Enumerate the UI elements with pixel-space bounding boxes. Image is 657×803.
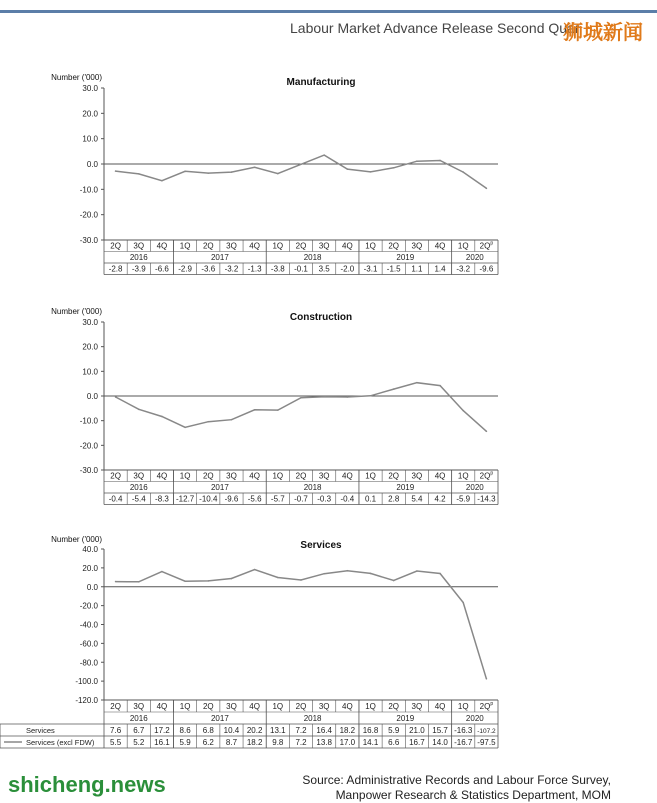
x-tick-label: 3Q (226, 471, 237, 481)
x-tick-label: 2Q (202, 241, 214, 251)
data-point (184, 580, 186, 582)
data-label: 16.7 (409, 738, 425, 747)
x-tick-label: 3Q (133, 702, 145, 711)
data-point (347, 570, 349, 572)
x-tick-label: 3Q (318, 471, 330, 481)
year-label: 2016 (129, 483, 148, 492)
x-tick-label: 4Q (434, 241, 446, 251)
data-point (115, 396, 117, 398)
year-label: 2017 (210, 253, 229, 262)
x-tick-label: 3Q (318, 241, 330, 251)
data-label: 6.6 (388, 738, 400, 747)
data-point (207, 580, 209, 582)
data-point (347, 396, 349, 398)
legend-label: Services (excl FDW) (26, 738, 95, 747)
data-label: 14.0 (432, 738, 448, 747)
data-point (254, 409, 256, 411)
data-point (416, 570, 418, 572)
data-point (323, 573, 325, 575)
data-label: 16.8 (362, 726, 379, 735)
data-label: -3.6 (201, 264, 216, 274)
x-tick-label: 1Q (457, 241, 469, 251)
data-label: 8.7 (225, 738, 238, 747)
data-label: -5.7 (270, 494, 285, 504)
x-tick-label: 1Q (365, 702, 376, 711)
x-tick-label: 4Q (156, 702, 168, 711)
data-point (439, 160, 441, 162)
data-label: -107.2 (477, 728, 496, 735)
data-label: -16.3 (454, 726, 473, 735)
data-label: -0.4 (340, 494, 355, 504)
x-tick-label: 4Q (434, 471, 446, 481)
data-label: 3.5 (318, 264, 330, 274)
y-tick-label: 10.0 (82, 367, 98, 377)
chart-title: Construction (289, 312, 353, 323)
x-tick-label: 3Q (133, 241, 145, 251)
x-tick-label: 2Q (388, 241, 400, 251)
data-point (439, 385, 441, 387)
year-label: 2018 (303, 253, 322, 262)
data-label: -0.7 (294, 494, 308, 504)
x-tick-label: 4Q (342, 241, 353, 251)
x-tick-label: 2Q (110, 471, 121, 481)
y-tick-label: 30.0 (82, 84, 98, 93)
data-label: 1.4 (434, 264, 446, 274)
y-tick-label: 0.0 (86, 582, 98, 592)
source-line-1: Source: Administrative Records and Labour Force Survey, (302, 773, 611, 787)
year-label: 2016 (129, 253, 148, 262)
data-point (184, 171, 186, 173)
data-point (393, 167, 395, 169)
y-tick-label: -10.0 (79, 185, 98, 195)
data-label: -10.4 (199, 494, 218, 504)
chart-title: Services (300, 540, 342, 551)
data-label: 18.2 (246, 738, 263, 747)
y-tick-label: -100.0 (75, 677, 98, 687)
data-label: -1.5 (386, 264, 401, 274)
data-label: 16.1 (154, 738, 170, 747)
data-point (277, 173, 279, 175)
data-label: 6.7 (133, 726, 145, 735)
chart-manufacturing (51, 73, 498, 275)
x-tick-label: 3Q (411, 471, 423, 481)
x-tick-label: 4Q (249, 702, 260, 711)
data-point (161, 416, 163, 418)
y-tick-label: -80.0 (79, 658, 98, 668)
y-tick-label: 20.0 (82, 563, 98, 573)
x-tick-label: $2Q^p$ (479, 240, 494, 251)
data-point (254, 166, 256, 168)
data-label: 6.8 (202, 726, 214, 735)
data-point (462, 602, 464, 604)
x-tick-label: 3Q (318, 702, 330, 711)
year-label: 2017 (210, 714, 229, 723)
data-label: 20.2 (246, 726, 263, 735)
source-line-2: Manpower Research & Statistics Department, MOM (335, 788, 611, 802)
data-point (393, 580, 395, 582)
data-point (161, 180, 163, 182)
y-tick-label: 10.0 (82, 134, 98, 144)
data-point (231, 419, 233, 421)
data-point (161, 571, 163, 573)
data-point (277, 577, 279, 579)
y-tick-label: -30.0 (79, 236, 98, 245)
data-label: 14.1 (362, 738, 379, 747)
data-label: -9.6 (479, 264, 494, 274)
x-tick-label: 4Q (249, 471, 260, 481)
data-label: 21.0 (409, 726, 425, 735)
data-label: -9.6 (224, 494, 239, 504)
data-label: -14.3 (477, 494, 496, 504)
y-tick-label: 0.0 (86, 392, 98, 401)
y-tick-label: -30.0 (79, 466, 98, 475)
x-tick-label: $2Q^p$ (479, 470, 494, 481)
chart-title: Manufacturing (286, 77, 356, 88)
data-label: 5.9 (179, 738, 191, 747)
data-label: 13.1 (270, 726, 286, 735)
data-point (393, 388, 395, 390)
watermark-top: 狮城新闻 (563, 22, 643, 44)
series-line (116, 155, 487, 188)
year-label: 2019 (396, 714, 415, 723)
data-label: 7.2 (295, 738, 307, 747)
year-label: 2019 (396, 253, 415, 262)
x-tick-label: 1Q (272, 702, 284, 711)
x-tick-label: 1Q (272, 241, 284, 251)
y-tick-label: -20.0 (79, 601, 98, 611)
data-label: -2.9 (178, 264, 193, 274)
x-tick-label: 3Q (226, 702, 237, 711)
x-tick-label: 1Q (179, 241, 191, 251)
data-label: 13.8 (316, 738, 332, 747)
x-tick-label: 1Q (365, 471, 376, 481)
x-tick-label: 2Q (295, 702, 307, 711)
data-label: 2.8 (388, 494, 400, 504)
year-label: 2020 (465, 714, 484, 723)
data-point (138, 409, 140, 411)
y-tick-label: 30.0 (82, 318, 98, 327)
y-tick-label: -60.0 (79, 639, 98, 649)
data-label: 17.0 (339, 738, 356, 747)
y-axis-label: Number ('000) (51, 307, 102, 316)
x-tick-label: 4Q (434, 702, 446, 711)
data-label: 10.4 (223, 726, 240, 735)
y-tick-label: 20.0 (82, 109, 98, 119)
series-line (116, 383, 487, 432)
y-tick-label: -20.0 (79, 210, 98, 220)
data-label: -12.7 (176, 494, 195, 504)
data-point (370, 395, 372, 397)
y-axis-label: Number ('000) (51, 73, 102, 82)
x-tick-label: 3Q (411, 241, 423, 251)
watermark-bottom: shicheng.news (8, 772, 166, 797)
data-point (486, 430, 488, 432)
x-tick-label: 2Q (388, 471, 400, 481)
data-point (347, 168, 349, 170)
y-tick-label: 0.0 (86, 160, 98, 169)
data-point (207, 172, 209, 174)
x-tick-label: 1Q (179, 702, 191, 711)
data-label: 5.9 (388, 726, 400, 735)
x-tick-label: 1Q (179, 471, 191, 481)
data-label: -5.4 (131, 494, 146, 504)
x-tick-label: 4Q (342, 471, 353, 481)
x-tick-label: 2Q (388, 702, 400, 711)
y-axis-label: Number ('000) (51, 535, 102, 544)
year-label: 2018 (303, 714, 322, 723)
year-label: 2020 (465, 483, 484, 492)
data-label: -5.9 (456, 494, 471, 504)
x-tick-label: 2Q (295, 471, 307, 481)
data-point (370, 573, 372, 575)
x-tick-label: 2Q (110, 241, 121, 251)
data-point (323, 154, 325, 156)
x-tick-label: 1Q (365, 241, 376, 251)
source-note (302, 773, 611, 803)
data-point (486, 188, 488, 190)
x-tick-label: 2Q (295, 241, 307, 251)
data-point (254, 569, 256, 571)
x-tick-label: 1Q (272, 471, 284, 481)
data-point (300, 397, 302, 399)
x-tick-label: 4Q (342, 702, 353, 711)
data-label: -0.1 (294, 264, 308, 274)
data-label: -0.4 (108, 494, 123, 504)
year-label: 2019 (396, 483, 415, 492)
data-point (439, 573, 441, 575)
data-label: -3.9 (131, 264, 146, 274)
chart-construction (51, 307, 498, 505)
year-label: 2020 (465, 253, 484, 262)
data-label: 0.1 (364, 494, 377, 504)
data-label: -2.8 (108, 264, 123, 274)
year-label: 2017 (210, 483, 229, 492)
data-label: 4.2 (434, 494, 446, 504)
data-label: 1.1 (411, 264, 423, 274)
data-label: 15.7 (432, 726, 448, 735)
data-label: -2.0 (340, 264, 355, 274)
y-tick-label: 40.0 (82, 545, 98, 554)
data-label: -1.3 (247, 264, 262, 274)
data-point (138, 173, 140, 175)
data-label: -16.7 (454, 738, 473, 747)
data-label: -8.3 (155, 494, 169, 504)
data-label: 7.6 (110, 726, 122, 735)
x-tick-label: 2Q (202, 471, 214, 481)
data-point (277, 409, 279, 411)
data-label: 5.5 (110, 738, 122, 747)
data-point (486, 678, 488, 680)
y-tick-label: 20.0 (82, 342, 98, 352)
data-label: 5.4 (411, 494, 423, 504)
data-point (416, 160, 418, 162)
data-point (231, 171, 233, 173)
data-label: 9.8 (272, 738, 284, 747)
data-label: 6.2 (202, 738, 214, 747)
y-tick-label: -10.0 (79, 416, 98, 426)
data-label: -0.3 (317, 494, 332, 504)
data-point (231, 578, 233, 580)
year-label: 2018 (303, 483, 322, 492)
data-point (138, 581, 140, 583)
year-label: 2016 (129, 714, 148, 723)
x-tick-label: 2Q (110, 702, 121, 711)
legend-label: Services (26, 726, 55, 735)
y-tick-label: -20.0 (79, 441, 98, 451)
x-tick-label: 4Q (249, 241, 260, 251)
x-tick-label: 1Q (457, 471, 469, 481)
data-point (416, 382, 418, 384)
data-label: 16.4 (316, 726, 332, 735)
data-label: -3.1 (363, 264, 378, 274)
data-point (370, 171, 372, 173)
data-point (115, 170, 117, 172)
x-tick-label: 4Q (156, 471, 168, 481)
data-label: 18.2 (339, 726, 356, 735)
data-point (323, 396, 325, 398)
data-label: 5.2 (133, 738, 145, 747)
data-point (462, 171, 464, 173)
x-tick-label: 4Q (156, 241, 168, 251)
data-label: -3.2 (224, 264, 239, 274)
series-line (116, 570, 487, 679)
data-label: 8.6 (179, 726, 191, 735)
x-tick-label: 2Q (202, 702, 214, 711)
data-label: 17.2 (154, 726, 170, 735)
data-point (207, 421, 209, 423)
data-point (115, 581, 117, 583)
x-tick-label: 1Q (457, 702, 469, 711)
data-label: -5.6 (247, 494, 262, 504)
data-label: -97.5 (477, 738, 496, 747)
data-label: -3.8 (270, 264, 285, 274)
x-tick-label: 3Q (411, 702, 423, 711)
chart-services (0, 535, 498, 748)
data-point (300, 579, 302, 581)
data-label: 7.2 (295, 726, 307, 735)
data-label: -6.6 (155, 264, 169, 274)
data-point (184, 427, 186, 429)
document-title: Labour Market Advance Release Second Quar (290, 20, 580, 36)
y-tick-label: -40.0 (79, 620, 98, 630)
data-point (300, 163, 302, 165)
x-tick-label: $2Q^p$ (479, 701, 494, 711)
data-label: -3.2 (456, 264, 471, 274)
x-tick-label: 3Q (226, 241, 237, 251)
data-point (462, 410, 464, 412)
x-tick-label: 3Q (133, 471, 145, 481)
y-tick-label: -120.0 (75, 696, 98, 705)
